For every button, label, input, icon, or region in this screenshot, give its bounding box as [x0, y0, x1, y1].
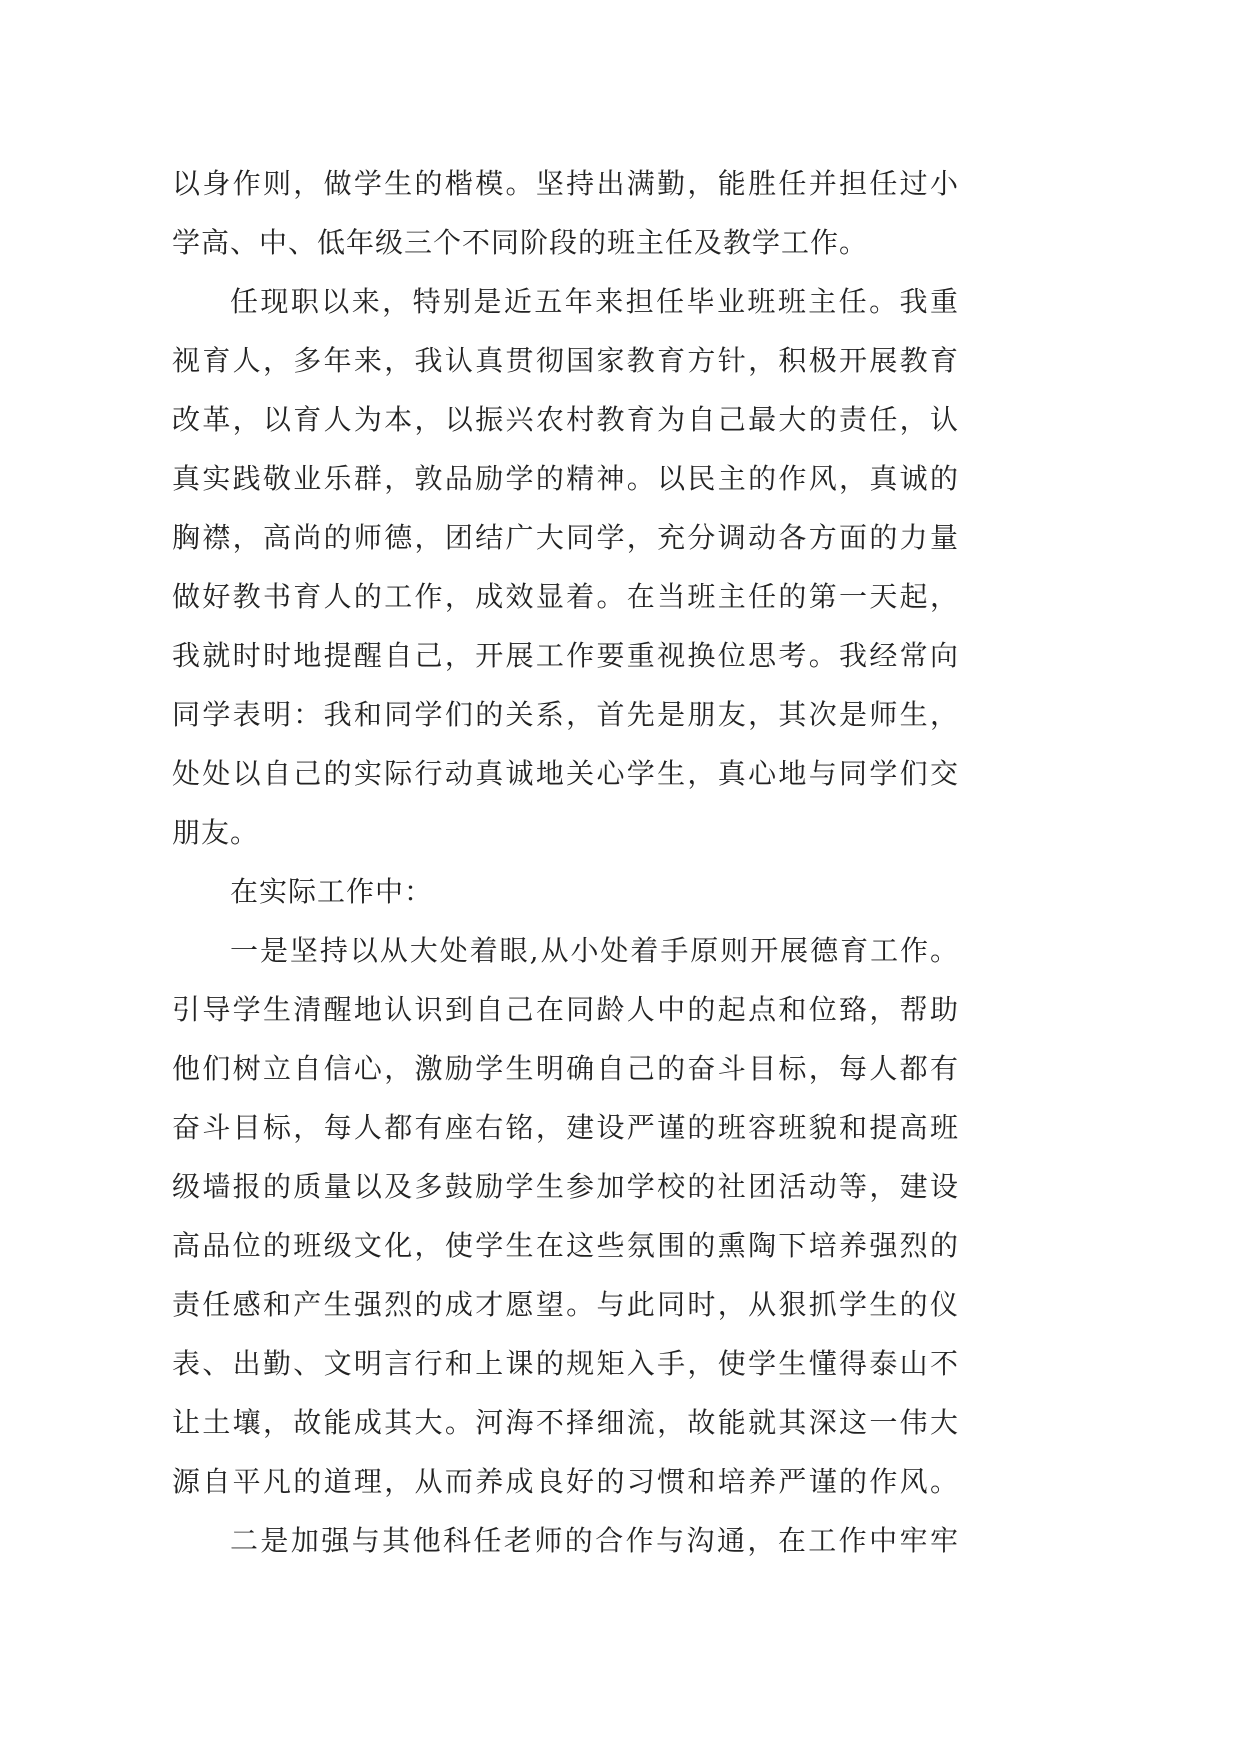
- text-line: 改革，以育人为本，以振兴农村教育为自己最大的责任，认: [172, 403, 958, 436]
- text-line: 胸襟，高尚的师德，团结广大同学，充分调动各方面的力量: [172, 521, 958, 554]
- text-line: 二是加强与其他科任老师的合作与沟通，在工作中牢牢: [230, 1524, 958, 1557]
- text-line: 任现职以来，特别是近五年来担任毕业班班主任。我重: [230, 285, 958, 318]
- text-line: 朋友。: [172, 816, 260, 849]
- text-line: 处处以自己的实际行动真诚地关心学生，真心地与同学们交: [172, 757, 958, 790]
- text-line: 同学表明：我和同学们的关系，首先是朋友，其次是师生，: [172, 698, 958, 731]
- text-line: 源自平凡的道理，从而养成良好的习惯和培养严谨的作风。: [172, 1465, 958, 1498]
- text-line: 学高、中、低年级三个不同阶段的班主任及教学工作。: [172, 226, 869, 259]
- text-line: 做好教书育人的工作，成效显着。在当班主任的第一天起，: [172, 580, 958, 613]
- paragraph: [172, 921, 958, 1511]
- text-line: 表、出勤、文明言行和上课的规矩入手，使学生懂得泰山不: [172, 1347, 958, 1380]
- paragraph: [172, 1511, 958, 1570]
- text-line: 责任感和产生强烈的成才愿望。与此同时，从狠抓学生的仪: [172, 1288, 958, 1321]
- text-line: 他们树立自信心，激励学生明确自己的奋斗目标，每人都有: [172, 1052, 958, 1085]
- text-line: 在实际工作中：: [230, 875, 434, 908]
- paragraph: [172, 154, 958, 272]
- text-line: 真实践敬业乐群，敦品励学的精神。以民主的作风，真诚的: [172, 462, 958, 495]
- text-line: 让土壤，故能成其大。河海不择细流，故能就其深这一伟大: [172, 1406, 958, 1439]
- text-line: 高品位的班级文化，使学生在这些氛围的熏陶下培养强烈的: [172, 1229, 958, 1262]
- paragraph: [172, 862, 958, 921]
- text-line: 以身作则，做学生的楷模。坚持出满勤，能胜任并担任过小: [172, 167, 958, 200]
- paragraph: [172, 272, 958, 862]
- text-line: 一是坚持以从大处着眼,从小处着手原则开展德育工作。: [230, 934, 958, 967]
- text-line: 奋斗目标，每人都有座右铭，建设严谨的班容班貌和提高班: [172, 1111, 958, 1144]
- text-line: 视育人，多年来，我认真贯彻国家教育方针，积极开展教育: [172, 344, 958, 377]
- text-line: 引导学生清醒地认识到自己在同龄人中的起点和位臵，帮助: [172, 993, 958, 1026]
- text-line: 我就时时地提醒自己，开展工作要重视换位思考。我经常向: [172, 639, 958, 672]
- document-body: [172, 154, 958, 1570]
- text-line: 级墙报的质量以及多鼓励学生参加学校的社团活动等，建设: [172, 1170, 958, 1203]
